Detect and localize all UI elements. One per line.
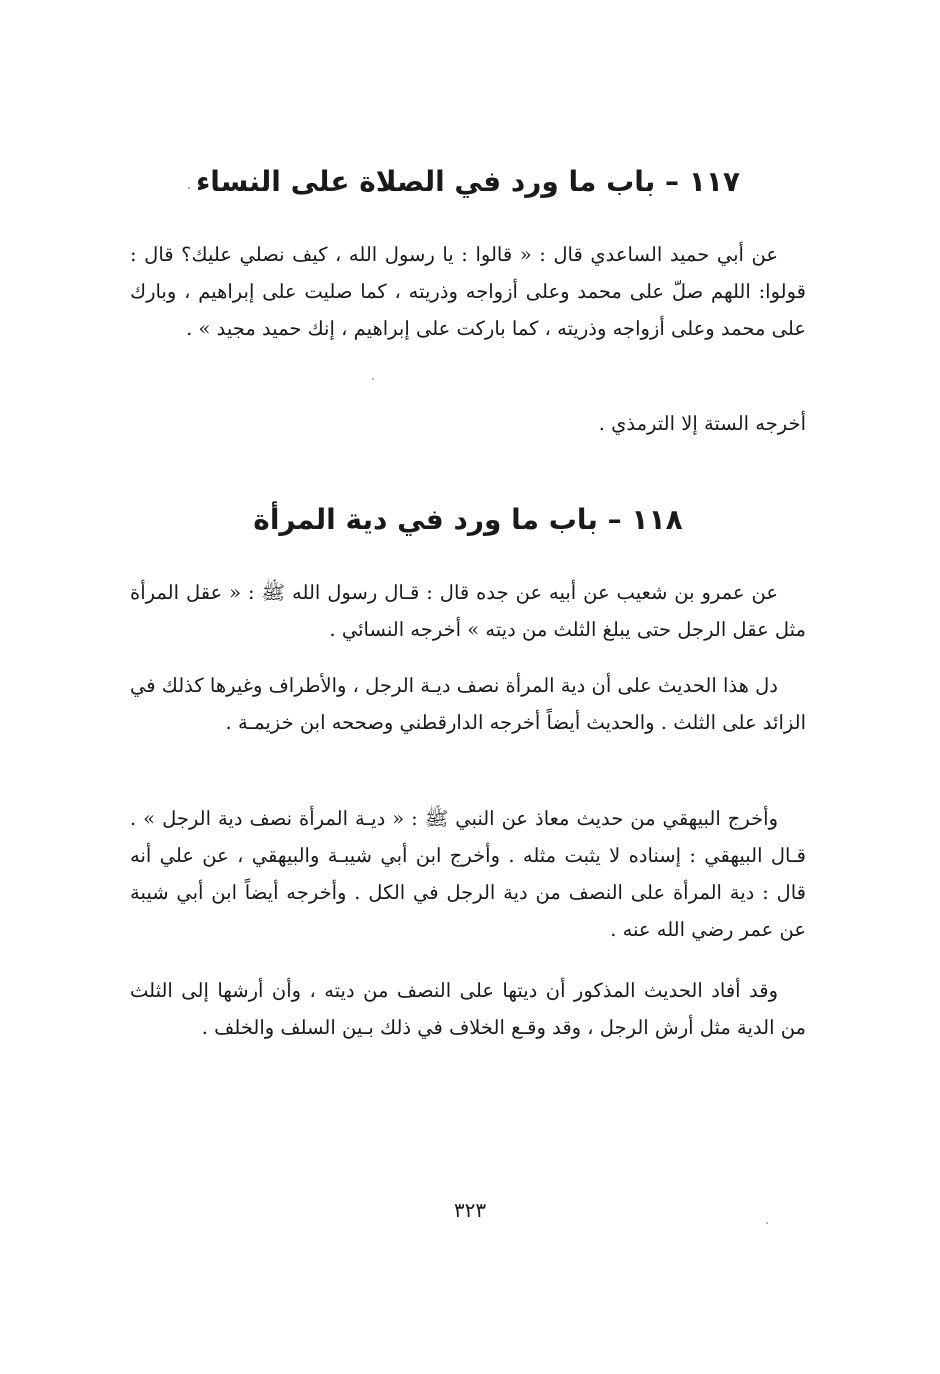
chapter-118-commentary-2 xyxy=(130,800,806,948)
chapter-118-commentary-1 xyxy=(130,667,806,741)
chapter-118-commentary-3 xyxy=(130,972,806,1046)
commentary-paragraph: وقد أفاد الحديث المذكور أن ديتها على النصف من ديته ، وأن أرشها إلى الثلث من الدية مثل أرش الرجل ، وقد وقـع الخلاف في ذلك بـين السلف والخلف . xyxy=(130,979,806,1039)
chapter-118-heading: ١١٨ – باب ما ورد في دية المرأة xyxy=(253,503,683,536)
scan-speck xyxy=(372,378,374,380)
hadith-paragraph: عن أبي حميد الساعدي قال : « قالوا : يا رسول الله ، كيف نصلي عليك؟ قال : قولوا: اللهم صلّ على محمد وعلى أزواجه وذريته ، كما صليت على إبراهيم ، وبارك على محمد وعلى أزواجه وذريته ، كما باركت على إبراهيم ، إنك حميد مجيد » . xyxy=(130,243,806,340)
page-number: ٣٢٣ xyxy=(453,1198,487,1222)
chapter-117-text xyxy=(130,236,806,347)
chapter-117-heading: ١١٧ – باب ما ورد في الصلاة على النساء xyxy=(195,165,741,198)
chapter-118-hadith xyxy=(130,574,806,648)
scan-speck xyxy=(766,1222,768,1224)
commentary-paragraph: دل هذا الحديث على أن دية المرأة نصف ديـة الرجل ، والأطراف وغيرها كذلك في الزائد على الثلث . والحديث أيضاً أخرجه الدارقطني وصححه ابن خزيمـة . xyxy=(130,674,806,734)
hadith-paragraph: عن عمرو بن شعيب عن أبيه عن جده قال : قـال رسول الله ﷺ : « عقل المرأة مثل عقل الرجل حتى يبلغ الثلث من ديته » أخرجه النسائي . xyxy=(130,581,806,641)
commentary-paragraph: وأخرج البيهقي من حديث معاذ عن النبي ﷺ : « ديـة المرأة نصف دية الرجل » . قـال البيهقي : إسناده لا يثبت مثله . وأخرج ابن أبي شيبـة والبيهقي ، عن علي أنه قال : دية المرأة على النصف من دية الرجل في الكل . وأخرجه أيضاً ابن أبي شيبة عن عمر رضي الله عنه . xyxy=(130,807,806,941)
scan-speck xyxy=(188,187,190,189)
chapter-117-source: أخرجه الستة إلا الترمذي . xyxy=(598,412,806,435)
